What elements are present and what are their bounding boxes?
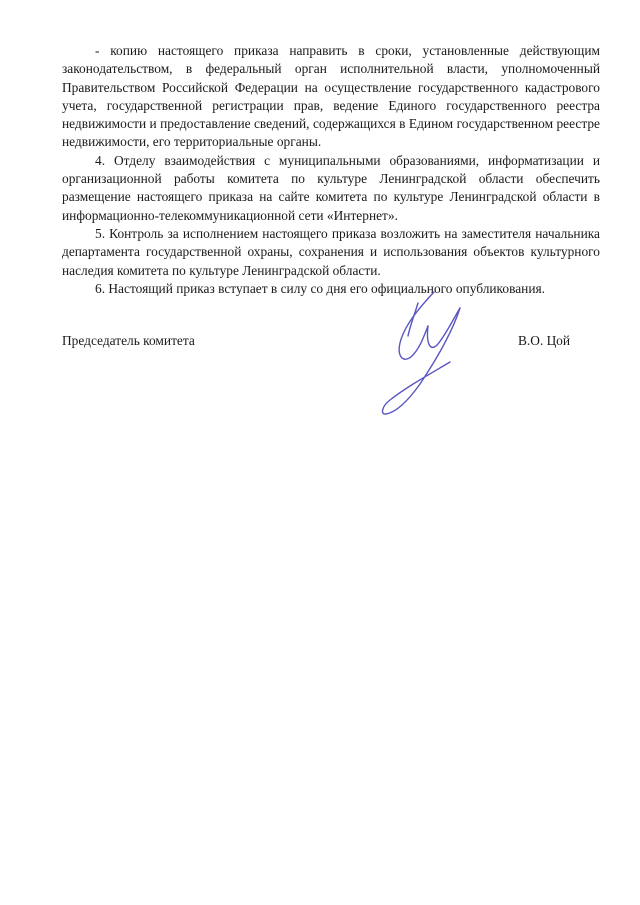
paragraph-copy-order: - копию настоящего приказа направить в сроки, установленные действующим законодательством, в федеральный орган исполнительной власти, уполномоченный Правительством Российской Федерации на осуществление государственного кадастрового учета, государственной регистрации прав, ведение Единого государственного реестра недвижимости и предоставление сведений, содержащихся в Едином государственном реестре недвижимости, его территориальные органы.: [62, 43, 600, 150]
handwritten-signature: [374, 288, 474, 418]
paragraph-4: 4. Отделу взаимодействия с муниципальными образованиями, информатизации и организационной работы комитета по культуре Ленинградской области обеспечить размещение настоящего приказа на сайте комитета по культуре Ленинградской области в информационно-телекоммуникационной сети «Интернет».: [62, 152, 600, 223]
signature-block: [62, 333, 600, 353]
paragraph-5: 5. Контроль за исполнением настоящего приказа возложить на заместителя начальника департамента государственной охраны, сохранения и использования объектов культурного наследия комитета по культуре Ленинградской области.: [62, 225, 600, 278]
signatory-title: Председатель комитета: [62, 333, 195, 348]
paragraph-6: 6. Настоящий приказ вступает в силу со дня его официального опубликования.: [95, 280, 545, 296]
document-body: [62, 42, 600, 298]
signatory-name: В.О. Цой: [518, 333, 570, 348]
